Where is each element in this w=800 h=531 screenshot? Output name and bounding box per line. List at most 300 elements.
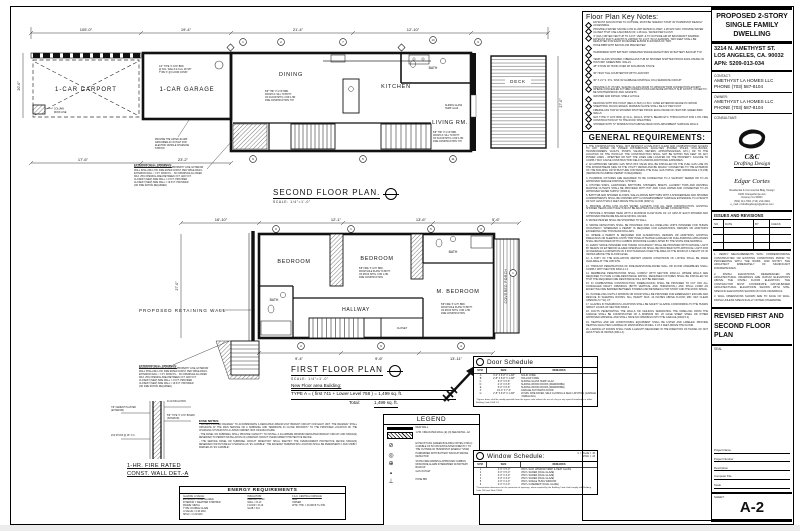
project-title-line: PROPOSED 2-STORY (716, 12, 788, 20)
dim-label: 27'-0" (175, 281, 179, 291)
dim-label: 19'-4" (180, 27, 192, 32)
wardrobe-closet (411, 234, 423, 279)
svg-text:6: 6 (275, 227, 277, 232)
toilet-symbol (436, 239, 442, 247)
title-block-note: 3. WALL DIMENSIONS SHOWN ARE TO FACE OF WALL FINISH UNLESS SPECIFICALLY NOTED OTHERWISE. (714, 295, 790, 302)
evse-paragraph: - THE PANEL OR SUBPANEL SHALL PROVIDE CAPACITY TO INSTALL A 40-AMPERE MINIMUM DEDICATED BRANCH CIRCUIT AND SPACE(S) RESERVED TO PERMIT INSTALLATION OF A BRANCH CIRCUIT OVERCURRENT PROTECTIVE DEVICE. (199, 434, 357, 439)
wall-detail-label-insulation: R-13 INSULATION (167, 401, 186, 403)
evse-outlet-note: PROVIDE THE LISTED 40 AMP. (155, 139, 188, 141)
energy-col-insulation (247, 496, 288, 517)
col-header: SYM (474, 462, 487, 468)
rev-col-header: BY (754, 220, 770, 228)
note-line: MAX. 25% OPENING AREA BETWEEN 3 FT. AND 5 FT. (134, 175, 192, 178)
room-label-closet: CLOSET (396, 327, 408, 330)
note-line: (NO FIRE RATING REQUIRED) (134, 184, 167, 187)
window-schedule-rows: 1 3'-0" X 5'-0" VINYL SLID. WINDOW TEMP. & HEAT GLASS 2 3'-0" X 5'-0" VINYL SLIDER (DUAL GLAZE) 3 4'-0" X 4'-0" VINYL SLIDER (DUAL GLAZE) 4 3'-0" X 4'-0" VINYL SLIDER (DUAL GLAZE) 5 2'-6" X 4'-0" VINYL SINGLE HUNG WINDOW 6 2'-0" X 2'-0" VINYL CASEMENT (DUAL GLAZE) (479, 468, 571, 487)
wardrobe-closet (330, 234, 343, 286)
sheet-title-line: SECOND FLOOR PLAN (714, 322, 771, 340)
general-requirement-paragraph: 11. EVERY SPACE INTENDED FOR HUMAN OCCUPANCY SHALL BE PROVIDED WITH NATURAL LIGHT BY MEANS OF EXTERIOR GLAZED OPENINGS OR SHALL BE PROVIDED WITH ARTIFICIAL LIGHT FOR AN AVERAGE ILLUMINATION OF 6 FOOTCANDLES OVER THE AREA OF THE ROOM AT A HEIGHT OF 30 INCHES ABOVE THE FLOOR LEVEL. (586, 244, 708, 256)
energy-line: WTR. HTR. = 40,000 B.T.U./HR. (292, 504, 326, 507)
svg-text:2: 2 (300, 344, 302, 349)
energy-line: FLOOR = R-19 (247, 504, 264, 507)
owner-info (712, 99, 792, 113)
fire-note-line: FROM F.F. SILL TO BOTT. (265, 94, 292, 96)
project-address-line: APN: 5209-013-034 (714, 60, 765, 67)
svg-text:9: 9 (380, 344, 382, 349)
project-address-line: 3214 N. AMETHYST ST. (714, 46, 776, 53)
garage-note-line: 1/2" TYPE 'X' GYP. BRD. (159, 66, 185, 68)
entry-steps (231, 341, 259, 375)
note-line: CLOSEST (NEW) SIDE WALL = 16.5 FT. PROVIDED (139, 382, 194, 385)
energy-col-glazing (183, 496, 243, 517)
door-symbol-icon (476, 358, 484, 366)
general-requirement-paragraph: 1. THE CONSTRUCTION SHALL NOT RESTRICT A FIVE-FOOT CLEAR AND UNOBSTRUCTED ACCESS TO ANY WATER OR POWER DISTRIBUTION FACILITIES (POWER POLES, PULL-BOXES, TRANSFORMERS, VAULTS, PUMPS, VALVES, METERS, APPURTENANCES, ETC.) OR TO THE LOCATION OF THE HOOK-UP. THE CONSTRUCTION SHALL NOT BE WITHIN TEN FEET OF ANY POWER LINES - WHETHER OR NOT THE LINES ARE LOCATED ON THE PROPERTY. FAILURE TO COMPLY MAY CAUSE CONSTRUCTION DELAYS AND/OR ADDITIONAL EXPENSES. (586, 144, 708, 162)
stair-run (309, 318, 364, 338)
general-requirement-paragraph: 8. WATER HEATER SHALL BE STRAPPED TO WALL. (586, 219, 648, 223)
title-block (711, 7, 792, 522)
fire-note-line: 5/8" THK 'X' GYP. BRD. (433, 132, 457, 134)
smoke-detector-icon: ◎ (388, 453, 394, 460)
dim-label: 27'-0" (559, 98, 563, 108)
dim-label: 16'-10" (214, 217, 228, 222)
svg-text:3: 3 (480, 227, 482, 232)
legend-item-label: HARDWIRED WITH BATTERY BACKUP SMOKE DETECTOR (415, 452, 469, 459)
svg-text:5: 5 (362, 157, 364, 162)
note-line: (NO FIRE RATING REQUIRED) (139, 385, 172, 388)
deck-area (471, 53, 546, 151)
general-requirement-paragraph: 17. GLAZING IN HAZARDOUS LOCATIONS SHALL BE SAFETY GLAZING CONFORMING TO THE HUMAN IMPACT LOADS OF SECTION R308.4. (586, 303, 708, 309)
evse-paragraph: - THE SERVICE PANEL OR SUBPANEL CIRCUIT DIRECTORY SHALL IDENTIFY THE OVERCURRENT PROTECTIVE DEVICE SPACE(S) RESERVED FOR FUTURE EV CHARGING AS "EV CAPABLE". THE RACEWAY TERMINATION LOCATION SHALL BE PERMANENTLY AND VISIBLY MARKED AS "EV CAPABLE". (199, 441, 357, 449)
plan-title-text: FIRST FLOOR PLAN (291, 365, 383, 374)
door-schedule-footnote: * Egress doors shall be readily operable from the egress side without the use of a key or any special knowledge or effort. Building Code 1008.1.9 (476, 399, 593, 405)
window-schedule-title: Window Schedule: (487, 452, 545, 460)
legend-item-label: STATE FIRE MARSHAL APPROVED CARBON MONOXIDE ALARM INTERWIRED W/ BATTERY BACKUP (415, 459, 469, 469)
retaining-wall-label: PROPOSED RETAINING WALL (139, 308, 227, 313)
energy-col-mechanical (292, 496, 342, 517)
room-label-dining: DINING (278, 72, 304, 78)
project-title (712, 10, 792, 42)
key-note-item: SHOWER WITH 72" MINIMUM HIGH ABOVE DRAIN NON-ABSORBENT SURFACE WALLS (586, 124, 709, 130)
energy-line: GLAZING U-VALUE: (183, 495, 205, 498)
fire-note-line: FROM SOLE PLATE TO BOTT. (359, 271, 391, 273)
window-shgc: SHGC = .23 (582, 456, 595, 458)
general-requirement-paragraph: 7. PROVIDE A SHOWER HEAD WITH A MAXIMUM FLOW RATE OF 1.8 GPM AT EACH SHOWER AND APPROVED PRESSURE BALANCE MIXING VALVES. (586, 211, 708, 218)
plan-scale: SCALE: 1/4"=1'-0" (291, 377, 329, 381)
general-requirement-paragraph: 9. SMOKE DETECTORS SHALL BE PROVIDED FOR ALL DWELLING UNITS INTENDED FOR HUMAN OCCUPANCY, WHEREVER A PERMIT IS REQUIRED FOR ALTERATIONS, REPAIRS OR ADDITIONS EXCEEDING ONE THOUSAND DOLLARS. (586, 223, 708, 233)
dim-label: 20'-0" (17, 81, 21, 91)
project-address-line: LOS ANGELES, CA. 90032 (714, 53, 784, 60)
door-schedule-rows: A 3'-0" X 6'-8" X 1-3/8" SOLID CORE B 2'-8" X 6'-8" X 1-3/8" HOLLOW CORE C 6'-0" X 6'-8" SLIDING GLASS TEMP. GLAZ. D 4'-0" X 6'-8" SLIDING WOOD DOORS (WARDROBE) E 5'-0" X 6'-8" SLIDING WOOD DOORS (WARDROBE) F 16'-0" X 7'-0" GARAGE AUTOMATIC DOOR G 2'-8" X 6'-8" X 1-3/8" 20 MIN. FIRE RATED, SELF CLOSING & SELF LATCHING (GARAGE / DWELLING) (479, 374, 596, 399)
area-total-label: Total: (349, 399, 360, 405)
sheet-field-label: Project Number (714, 454, 790, 463)
legend-item-label: NEW WALL (415, 425, 429, 429)
key-note-item: FIBERGLASS TUB W/ SHOWER SHATTER PROOF ENCLOSURE OF HIGH IMP. GREEN BRD. WALLS (586, 110, 709, 116)
sink-symbol (349, 87, 354, 92)
dim-label: 13'-11" (449, 356, 463, 361)
energy-line: CEILING = R-30 (247, 498, 265, 501)
window-symbol-icon (476, 452, 484, 460)
room-label-bath1: BATH (269, 298, 279, 302)
fire-note-line: OF ROOF SHTG. FOR 1-HR. (359, 274, 389, 276)
project-title-line: DWELLING (733, 30, 771, 38)
key-notes-list (583, 22, 711, 130)
general-requirement-paragraph: 14. MEMBRANE PENETRATIONS SHALL COMPLY WITH SECTION R302.4.2. WHERE WALLS ARE REQUIRED TO HAVE A FIRE-RESISTANCE RATING, RECESSED FIXTURES SHALL BE INSTALLED SO THAT THE REQUIRED FIRE RESISTANCE WILL NOT BE REDUCED. (586, 272, 708, 281)
svg-text:5: 5 (430, 227, 432, 232)
general-requirement-paragraph: 4. KITCHEN SINKS, LAVATORIES, BATHTUBS, SHOWERS, BIDETS, LAUNDRY TUBS AND WASHING MACHINE OUTLETS SHALL BE PROVIDED WITH HOT AND COLD WATER AND CONNECTED TO AN APPROVED WATER SUPPLY (R306.4). (586, 184, 708, 193)
note-line: MAX. 25% OPENING AREA BETWEEN 3 FT. AND 5 FT. (139, 376, 197, 379)
firm-info-line: 8100 Orangethorpe Ave (738, 192, 766, 196)
note-lines (139, 368, 219, 388)
contact-line: AMETHYST LA HOMES LLC (714, 77, 774, 83)
room-label-hallway: HALLWAY (342, 307, 370, 313)
dim-label: 12'-1" (330, 217, 342, 222)
fire-note-line: 5/8" FIRE 'X' GYP. BRD. (359, 268, 384, 270)
title-block-note: 2. FINISH ELEVATIONS REFERENCED ON ARCHITECTURAL DRAWINGS ARE DATUM ELEVATIONS ABOVE THE FINISH FLOOR ELEVATION. THE CONTRACTOR MUST COORDINATE DATUM-BASED ARCHITECTURAL ELEVATIONS SHOWN WITH SITE-SPECIFIC ELEVATIONS SHOWN ON CIVIL DRAWINGS. (714, 272, 790, 293)
floor-area-summary (291, 383, 456, 408)
general-requirement-paragraph: 15. IN COMBUSTIBLE CONSTRUCTION, FIREBLOCKING SHALL BE PROVIDED TO CUT OFF ALL CONCEALED DRAFT OPENINGS (BOTH VERTICAL AND HORIZONTAL) AND SHALL FORM AN EFFECTIVE FIRE BARRIER BETWEEN STORIES AND BETWEEN A TOP STORY AND THE ROOF SPACE. (586, 282, 708, 292)
evse-outlet-note: ELECTRIC VEHICLE CHARGING (155, 145, 190, 147)
dim-label: 21'-4" (292, 27, 304, 32)
legend-item-label: HOSE BIB (415, 477, 427, 481)
note-line: EXTERIOR WALL < 3 FT. FROM P.L. : NO OPENINGS ALLOWED (134, 173, 202, 176)
seal-label: SEAL (714, 347, 723, 352)
contact-label: CONTACT: (714, 73, 731, 78)
consultant-label: CONSULTANT: (714, 115, 738, 120)
sliding-door-note: TEMP. GLAZ. (445, 108, 459, 110)
sheet-field-label: Scale (714, 480, 790, 489)
note-title: EXTERIOR WALL OPENINGS: (134, 164, 172, 167)
general-requirement-paragraph: 12. A COPY OF THE EVALUATION REPORT AND/OR CONDITIONS OF LISTING SHALL BE MADE AVAILABLE AT THE JOB SITE. (586, 257, 708, 264)
sheet-number: A-2 (739, 499, 765, 517)
general-requirements-title: GENERAL REQUIREMENTS: (583, 131, 711, 144)
svg-text:2: 2 (280, 40, 282, 45)
firm-logo (712, 120, 792, 171)
stair-run (291, 124, 335, 149)
energy-line: F.A.U. CENTRAL FURNACE (292, 495, 322, 498)
energy-line: TYPE: DOUBLE GLAZE (183, 507, 209, 510)
legend-item-label: EXHAUST FAN (GREEN BUILDING NOTES 4.506.1) CAPABLE OF 50 CFM EXHAUSTED DIRECTLY TO THE OUTSIDE W/ HUMIDISTAT (ENERGY STAR) (415, 442, 473, 451)
legend-title: LEGEND (384, 415, 479, 425)
key-note-item: TEMP. GLASS SHOWER, FIBERGLASS TUB W/ SHOWER SHATTER PROOF ENCLOSURE OF HIGH IMP. GREEN BRD. WALLS (586, 59, 709, 65)
wall-type-diamond (398, 44, 405, 51)
new-wall-bar (387, 427, 413, 431)
water-heater-symbol (215, 61, 223, 69)
fire-note-line: OF FLOOR SHTG. FOR 1-HR. (433, 138, 464, 140)
plan-title-text: SECOND FLOOR PLAN. (273, 188, 381, 197)
sheet-title (712, 309, 792, 343)
rated-wall-bar (387, 432, 413, 439)
roofline-label: ROOF LINE (54, 112, 67, 114)
room-label-bath: BATH (428, 66, 438, 70)
sliding-door-note: SLIDING GLASS (445, 105, 463, 107)
legend-item-label: 1-HR. FIRE RATED WALL (E) (N) SEE DETAIL -A2 (415, 430, 470, 434)
exterior-wall-openings-note-lower (139, 365, 219, 388)
page-margin (0, 525, 800, 531)
wall-detail-label-studs: 2X4 STUDS @ 16" O.C. (111, 435, 136, 437)
firm-info-line: (562) 111-7001 (714) 213-4391 (734, 199, 770, 203)
co-alarm-icon: ⊕ (388, 460, 394, 467)
energy-requirements-table (179, 486, 346, 520)
key-note-item: EXHAUST FAN DUCTED TO OUTSIDE, MUST BE "ENERGY STAR" W/ HUMIDISTAT READILY ACCESSIBLE (586, 22, 709, 28)
note-line: BETWEEN 3 FEET AND 5 FEET OF PROPERTY LINE, EXTERIOR (134, 167, 204, 170)
dim-label: 105'-0" (79, 27, 93, 32)
key-note-item: HOSE BIBB WITH BACKFLOW PREVENTER (586, 45, 709, 51)
energy-line: OWNER (292, 501, 302, 504)
legend-item-label: GAS OUTLET (415, 470, 431, 474)
key-note-item: 36" HIGH TILE COUNTERTOP WITH LAVATORY (586, 73, 709, 79)
svg-text:9: 9 (252, 157, 254, 162)
fire-note-line: FROM F.F. SILL TO BOTT. (433, 135, 460, 137)
room-label-garage: 1-CAR GARAGE (159, 87, 215, 93)
svg-text:11: 11 (451, 157, 455, 162)
sheet-title-line: REVISED FIRST AND (714, 313, 784, 321)
fire-note-line: 5/8" THK 'X' GYP. BRD. (265, 91, 289, 93)
contact-info (712, 78, 792, 92)
evse-outlet-note: GROUNDED AC OUTLET FOR (155, 142, 187, 144)
lav-symbol (280, 292, 285, 297)
energy-line: U-VALUE = 0.30 MAX. (183, 510, 207, 513)
key-note-item: WASHER AND DRYER, SHELF & POLE (586, 96, 709, 102)
svg-text:1: 1 (242, 40, 244, 45)
owner-label: OWNER: (714, 94, 728, 99)
entry-landing-hatch (233, 124, 267, 149)
key-note-item: HARDWIRED WITH BATTERY OPERATED SMOKE DETECTORS W/ BATTERY BACKUP TYP. (586, 52, 709, 58)
stair-run-2 (381, 124, 431, 149)
sheet-fields (712, 445, 792, 489)
carport-column (33, 105, 45, 114)
key-note-item: 4" (DIA.) DRYER VENT UP TO 14 FT. VERT. & TO OUTSIDE AIR W/ BACKDRAFT DAMPER. EXHAUST DUCT LENGTH IS LIMITED TO 14 FT. W/ (2) ELBOWS. TWO FEET SHALL BE DEDUCTED FOR EACH 90 DEGREE ELBOW IN EXCESS OF TWO (586, 36, 709, 45)
second-floor-plan-drawing (13, 11, 583, 211)
window-schedule (473, 450, 598, 495)
first-floor-building (259, 234, 519, 338)
carport-area (31, 53, 141, 117)
col-header: SYM (474, 368, 487, 374)
owner-line: PHONE (703) 587-8104 (714, 105, 764, 110)
general-requirement-paragraph: 5. BATHTUB AND SHOWER FLOORS, WALLS ABOVE BATHTUBS WITH A SHOWERHEAD AND SHOWER COMPARTMENTS SHALL BE FINISHED WITH A NONABSORBENT SURFACE EXTENDING TO A HEIGHT OF NOT LESS THAN 6 FEET ABOVE THE FLOOR (R307.2). (586, 194, 708, 204)
svg-text:13: 13 (431, 38, 435, 43)
energy-line: SLAB = R-0 (247, 507, 260, 510)
note-line: CLOSEST (NEW) SIDE WALL = 16.5 FT. PROVIDED (134, 181, 189, 184)
plan-scale: SCALE: 1/4"=1'-0" (273, 200, 311, 204)
fire-note-line: FIRE CONSTRUCTION (359, 277, 383, 279)
room-label-living: LIVING RM. (432, 120, 468, 126)
cc-drafting-logo-icon (735, 126, 769, 152)
col-header: REMARKS (521, 368, 597, 374)
general-requirement-paragraph: 19. HEATING AND AIR CONDITIONING EQUIPMENT SHALL BE LISTED AND LABELED. PROVIDE HEATING FACILITIES CAPABLE OF MAINTAINING 68 DEG. F AT 3 FEET ABOVE THE FLOOR. (586, 320, 708, 327)
firm-name: C&C (744, 152, 760, 161)
sheet-field-label: Project Name (714, 445, 790, 454)
svg-text:1: 1 (512, 271, 514, 276)
firm-tagline: Drafting Design (733, 160, 771, 167)
note-line: EXTERIOR WALL < 3 FT. FROM P.L. : NO OPENINGS ALLOWED (139, 374, 207, 377)
fire-note-line: 5/8" FIRE 'X' GYP. BRD. (441, 304, 466, 306)
lav-symbol (450, 236, 455, 241)
legend-box (383, 414, 480, 526)
designer-name: Edgar Cortes (734, 178, 770, 186)
room-label-bedroom2: BEDROOM (360, 256, 394, 262)
garage-note-line: @ COL. WALLS & CLG. W/ 5/8" (159, 69, 192, 71)
svg-text:1: 1 (350, 227, 352, 232)
door-schedule-title: Door Schedule (487, 358, 534, 366)
project-title-line: SINGLE FAMILY (725, 21, 779, 29)
area-total-value: 1,499 sq. ft. (374, 400, 398, 408)
general-requirement-paragraph: 16. IN DWELLING UNITS A WINDOW OR DOOR SHALL BE PROVIDED FOR EMERGENCY ESCAPE AND RESCUE IN SLEEPING ROOMS. SILL HEIGHT MAX. 44 INCHES ABOVE FLOOR; MIN. NET CLEAR OPENING 5.7 SQ. FT. (586, 292, 708, 302)
gas-outlet-icon: ▪ (389, 471, 393, 478)
diamond-bullet-icon (585, 35, 592, 42)
sheet-number-label: SHEET: (714, 495, 725, 500)
contact-line: PHONE (703) 587-8104 (714, 84, 764, 90)
wall-detail-label-plaster: 7/8" CEMENT PLASTER (EXTERIOR) (111, 407, 136, 412)
firm-info-line: e_mail: ccdraftingdesign@yahoo.com (730, 203, 774, 207)
room-label-mbedroom: M. BEDROOM (436, 289, 480, 295)
garage-note-line: TYPE 'X' @ FLOOR CONST. (159, 72, 189, 74)
key-note-item: 48" STOVE W/ HOOD OVER W/ FAN ABOVE STOVE (586, 66, 709, 72)
note-line: CLOSEST (NEW) SIDE WALL = 4.5 FT. PROVIDED (134, 178, 188, 181)
dim-label: 12'-10" (406, 27, 420, 32)
fire-note-line: OF ROOF SHTG. FOR 1-HR. (441, 310, 471, 312)
general-requirement-paragraph: 3. PLUMBING FIXTURES ARE REQUIRED TO BE CONNECTED TO A SANITARY SEWER OR TO AN APPROVED SEWAGE DISPOSAL SYSTEM. (586, 176, 708, 183)
room-label-bedroom1: BEDROOM (277, 259, 311, 265)
section-marker-icon (385, 188, 397, 200)
hose-bib-icon: ⊥ (388, 478, 394, 485)
evse-title: EVSE NOTES: (199, 419, 220, 423)
sheet-field-label: Computer File (714, 471, 790, 480)
firm-info-line: Downey Ca 90601 (741, 196, 763, 200)
fire-note-line: FROM SOLE PLATE TO BOTT. (441, 307, 473, 309)
title-block-notes (712, 251, 792, 306)
svg-text:3: 3 (477, 40, 479, 45)
exhaust-fan-icon: ⊘ (388, 443, 394, 450)
rev-col-header: CHECK (770, 220, 791, 228)
energy-line: WALL = R-13 (247, 501, 262, 504)
energy-line: FRAME: METAL (183, 504, 201, 507)
svg-text:4: 4 (460, 344, 462, 349)
note-line: CLOSEST (NEW) SIDE WALL = 4.5 FT. PROVIDED (139, 379, 193, 382)
wall-type-diamond (227, 44, 234, 51)
dim-label: 9'-6" (375, 356, 383, 361)
key-note-item: DECKING WITH POLYCOAT (DEX-O-TEX) I.C.B.O. OVER EXTERIOR GRADE PLYWOOD SHEATHING, BLOCK EDGES. MINIMUM SLOPE SHALL BE 1/4" PER FOOT (586, 103, 709, 109)
room-label-covered-porch: COVERED PORCH (504, 268, 508, 304)
general-requirement-paragraph: 13. THROUGH PENETRATIONS OF FIRE-RESISTANCE-RATED WALL OR FLOOR ASSEMBLIES SHALL COMPLY WITH SECTION R302.4.1.2. (586, 264, 708, 271)
kitchen-island (343, 79, 359, 113)
fire-note-line: FIRE CONSTRUCTION (441, 313, 465, 315)
evse-notes (199, 419, 357, 451)
dim-label: 5'-6" (492, 217, 500, 222)
second-floor-plan-title (273, 188, 397, 204)
revisions-title: ISSUES AND REVISIONS (714, 213, 764, 219)
tub-symbol (261, 321, 291, 335)
fire-note-line: FIRE CONSTRUCTION TYP. (265, 100, 295, 102)
energy-line: EXTERIOR = DUAL GLAZED (183, 498, 214, 501)
tub-symbol (471, 236, 492, 248)
general-requirement-paragraph: 18. DUCTS PENETRATING THE WALLS OR CEILINGS SEPARATING THE DWELLING FROM THE GARAGE SHALL BE CONSTRUCTED OF A MINIMUM NO. 26 GAGE SHEET STEEL OR OTHER APPROVED MATERIAL AND SHALL HAVE NO OPENINGS INTO THE GARAGE (R302.5.2). (586, 310, 708, 320)
first-floor-plan-title (291, 365, 456, 408)
general-requirement-paragraph: 10. WHERE A PERMIT IS REQUIRED FOR ALTERATIONS, REPAIRS OR ADDITIONS, EXISTING DWELLINGS OR SLEEPING UNITS THAT HAVE ATTACHED GARAGES OR FUEL-BURNING APPLIANCES SHALL BE PROVIDED WITH A CARBON MONOXIDE ALARM LISTED BY THE STATE FIRE MARSHAL. (586, 234, 708, 243)
key-note-item: PROVIDE A WATER SAVING LOW FLUSH WATER CLOSET, 1.28 GPF MAX. PROVIDE WATER CLOSET THAT USE A MAXIMUM OF 1.28 GAL. WATER PER FLUSH (586, 29, 709, 35)
key-note-item: 30" X 21" S. STL. SINK W/ GARBAGE DISPOSAL ON A SEPARATE CIRCUIT (586, 80, 709, 86)
general-requirement-paragraph: 6. PROVIDE ULTRA LOW FLUSH WATER CLOSETS FOR ALL NEW CONSTRUCTION. EXISTING SHOWER HEADS AND TOILETS MUST BE ADAPTED FOR LOW WATER CONSUMPTION. (586, 204, 708, 211)
title-block-note: 1. VERIFY MEASUREMENTS WITH CORRESPONDING CONSTRUCTED OR EXISTING CONDITIONS PRIOR TO PROCEEDING WITH THE WORK, AND NOTIFY THE ARCHITECT IMMEDIATELY OF SIGNIFICANT DISCREPANCIES. (714, 253, 790, 270)
general-requirement-paragraph: 2. AN APPROVED SEISMIC GAS SHUT-OFF VALVE WILL BE INSTALLED ON THE FUEL GAS LINE ON THE DOWNSTREAM SIDE OF THE UTILITY METER AND BE RIGIDLY CONNECTED TO THE EXTERIOR OF THE BUILDING OR STRUCTURE CONTAINING THE FUEL GAS PIPING. (PER ORDINANCE 170,158) (SEPARATE PLUMBING PERMIT IS REQUIRED). (586, 163, 708, 176)
window-uvalue: U = VALUE = .30 (577, 453, 595, 456)
col-header: SIZE (487, 462, 521, 468)
lav-symbol (440, 58, 445, 63)
note-lines (134, 167, 214, 187)
door-schedule (473, 356, 598, 407)
exterior-wall-openings-note-upper (134, 164, 214, 187)
note-line: BETWEEN 3 FEET AND 5 FEET OF PROPERTY LINE, EXTERIOR (139, 368, 209, 371)
main-house-second-floor (231, 53, 471, 151)
general-requirements-list (583, 144, 711, 338)
drawing-sheet (10, 6, 794, 525)
owner-line: AMETHYST LA HOMES LLC (714, 98, 774, 104)
note-line: WALL SHALL BE 1-HR. FIRE RATED CONST. PER TABLE R302.1 (134, 170, 203, 173)
column-label: COLUMN (54, 108, 64, 111)
project-address (712, 44, 792, 70)
second-floor-top-dimensions (29, 27, 550, 39)
room-label-bath2: BATH (448, 250, 458, 254)
key-note-item: NAT. TYPE 'X' GYP. BRD. @ CLG., WALLS, POSTS, BEAMS ETC. THROUGHOUT FOR 1-HR. FIRE CONSTRUCTION UP TO THE ROOF SHEATHING (586, 117, 709, 123)
rev-col-header: DATE (724, 220, 754, 228)
wall-detail-title: 1-HR. FIRE RATED CONST. WALL DET.-A (127, 463, 189, 478)
evse-paragraphs (199, 424, 357, 450)
toilet-symbol (268, 305, 274, 313)
rev-col-header: NO. (713, 220, 724, 228)
energy-line: SHGC = 0.23 MAX. (183, 513, 204, 516)
room-label-kitchen: KITCHEN (381, 84, 411, 90)
evse-paragraph: - INSTALL A LISTED RACEWAY TO ACCOMMODATE A DEDICATED 208/240-VOLT BRANCH CIRCUIT FOR EACH UNIT. THE RACEWAY SHALL ORIGINATE AT THE MAIN SERVICE OR A SUBPANEL AND TERMINATE IN CLOSE PROXIMITY TO THE PROPOSED LOCATION OF THE CHARGING SYSTEM INTO A LISTED CABINET, BOX OR ENCLOSURE. (199, 424, 357, 432)
diamond-bullet-icon (585, 59, 592, 66)
energy-title: ENERGY REQUIREMENTS (180, 487, 345, 494)
firm-info (712, 189, 792, 210)
window-schedule-footnote: * Fenestration downstairs for the protection of openings, when required by the Building Code shall comply with Building Code 708 and Table 708.A (476, 487, 592, 493)
revisions-table (713, 219, 791, 251)
energy-line: GAS (292, 498, 298, 501)
first-floor-top-dimensions (179, 221, 521, 225)
energy-line: INSULATION: (247, 495, 262, 498)
sheet-field-label: Description (714, 462, 790, 471)
fire-note-line: OF FLOOR SHTG. FOR 1-HR. (265, 97, 296, 99)
firm-info-line: Residential & Commercial Bldg. Design (729, 189, 775, 193)
wall-detail-label-gyp: 5/8" TYPE 'X' GYP. BOARD (INTERIOR) (167, 415, 195, 420)
key-note-item: PROVIDE 6'-8" (H) MIN. SLIDING GLASS DOOR TO WINDOW TRIM CONNECTION EXCEPT WHERE CONCEALED IN TUBE CONNECTIONS AND MADE WITHOUT SLIP JOINTS. COVER TO BE SHATTERPROOF AND GASKETS (586, 87, 709, 96)
key-notes-title: Floor Plan Key Notes: (586, 14, 659, 21)
area-header: New Floor area Building: (291, 383, 342, 388)
garage-area (143, 53, 231, 150)
energy-line: INTERIOR = WEATHER STRIPPED (183, 501, 221, 504)
first-floor-bottom-dimensions (257, 351, 495, 355)
diamond-bullet-icon (585, 103, 592, 110)
general-requirement-paragraph: 20. LANDING AT DOORS SHALL HAVE A LENGTH MEASURED IN THE DIRECTION OF TRAVEL OF NOT LESS THAN 36 INCHES (R311.3). (586, 328, 708, 334)
room-label-deck: DECK (510, 79, 526, 84)
svg-text:7: 7 (342, 40, 344, 45)
col-header: REMARKS (521, 462, 597, 468)
evse-outlet-note: STATION (155, 148, 165, 150)
dim-label: 13'-6" (415, 217, 427, 222)
retaining-wall (139, 231, 259, 379)
dim-label: 23'-2" (177, 157, 189, 162)
dim-label: 9'-4" (295, 356, 303, 361)
fire-note-line: FIRE CONSTRUCTION TYP. (433, 141, 463, 143)
note-line: WALL SHALL BE 1-HR. FIRE RATED CONST. PER TABLE R302.1 (139, 371, 208, 374)
area-line: TYPE A = ( first 741 + Lower Level 758 ) = 1,499 sq. ft. (291, 390, 456, 400)
diamond-bullet-icon (585, 123, 592, 130)
diamond-bullet-icon (585, 86, 592, 93)
room-label-carport: 1-CAR CARPORT (55, 87, 117, 93)
stove-symbol (409, 55, 429, 64)
dim-label: 17'-6" (77, 157, 89, 162)
notes-column (582, 11, 712, 521)
